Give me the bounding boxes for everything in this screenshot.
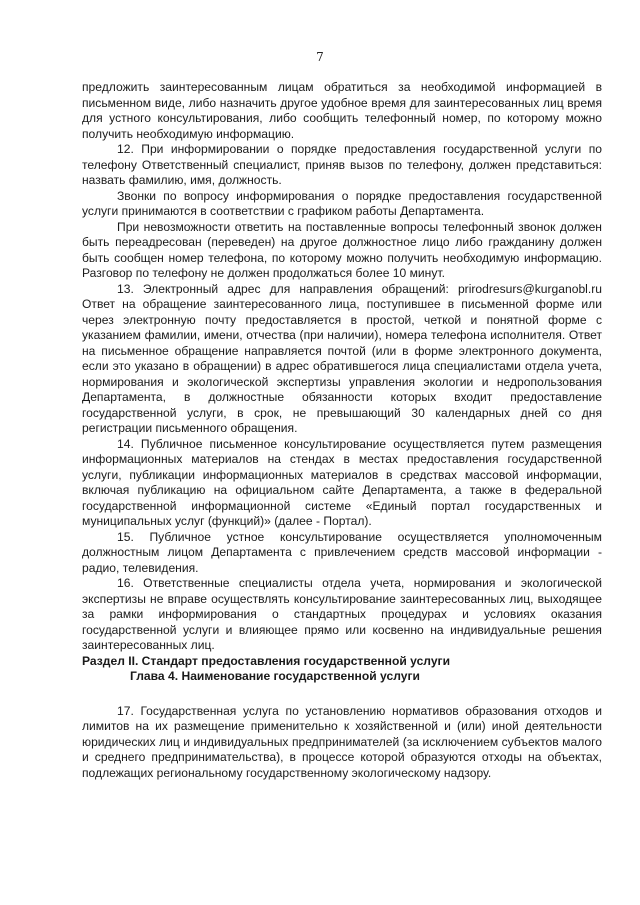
- paragraph-16: 16. Ответственные специалисты отдела учета, нормирования и экологической экспертизы не вправе осуществлять консультирование заинтересованных лиц, выходящее за рамки информирования о стандартных процедурах и условиях оказания государственной услуги и влияющее прямо или косвенно на индивидуальные решения заинтересованных лиц.: [82, 576, 602, 652]
- paragraph-continuation: предложить заинтересованным лицам обратиться за необходимой информацией в письменном виде, либо назначить другое удобное время для заинтересованных лиц время для устного консультирования, либо сообщить телефонный номер, по которому можно получить необходимую информацию.: [82, 80, 602, 141]
- paragraph-calls: Звонки по вопросу информирования о порядке предоставления государственной услуги принимаются в соответствии с графиком работы Департамента.: [82, 188, 602, 218]
- chapter-heading: Глава 4. Наименование государственной услуги: [130, 669, 420, 683]
- paragraph-17: 17. Государственная услуга по установлению нормативов образования отходов и лимитов на их размещение применительно к хозяйственной и (или) иной деятельности юридических лиц и индивидуальных предпринимателей (за исключением субъектов малого и среднего предпринимательства), в процессе которой образуются отходы на объектах, подлежащих региональному государственному экологическому надзору.: [82, 703, 602, 780]
- document-body: [82, 80, 602, 781]
- paragraph-15: 15. Публичное устное консультирование осуществляется уполномоченным должностным лицом Департамента с привлечением средств массовой информации - радио, телевидения.: [82, 529, 602, 575]
- page-number: 7: [316, 50, 324, 64]
- section-heading: Раздел II. Стандарт предоставления государственной услуги: [82, 653, 451, 668]
- paragraph-redirect: При невозможности ответить на поставленные вопросы телефонный звонок должен быть переадресован (переведен) на другое должностное лицо либо гражданину должен быть сообщен номер телефона, по которому можно получить необходимую информацию. Разговор по телефону не должен продолжаться более 10 минут.: [82, 219, 602, 280]
- paragraph-12: 12. При информировании о порядке предоставления государственной услуги по телефону Ответственный специалист, приняв вызов по телефону, должен представиться: назвать фамилию, имя, должность.: [82, 142, 602, 187]
- paragraph-14: 14. Публичное письменное консультирование осуществляется путем размещения информационных материалов на стендах в местах предоставления государственной услуги, публикации информационных материалов в средствах массовой информации, включая публикацию на официальном сайте Департамента, а также в федеральной государственной информационной системе «Единый портал государственных и муниципальных услуг (функций)» (далее - Портал).: [82, 436, 602, 528]
- paragraph-13: 13. Электронный адрес для направления обращений: prirodresurs@kurganobl.ru Ответ на обращение заинтересованного лица, поступившее в письменной форме или через электронную почту предоставляется в простой, четкой и понятной форме с указанием фамилии, имени, отчества (при наличии), номера телефона исполнителя. Ответ на письменное обращение направляется почтой (или в форме электронного документа, если это указано в обращении) в адрес обратившегося лица специалистами отдела учета, нормирования и экологической экспертизы управления экологии и недропользования Департамента, в должностные обязанности которых входит предоставление государственной услуги, в срок, не превышающий 30 календарных дней со дня регистрации письменного обращения.: [82, 281, 602, 435]
